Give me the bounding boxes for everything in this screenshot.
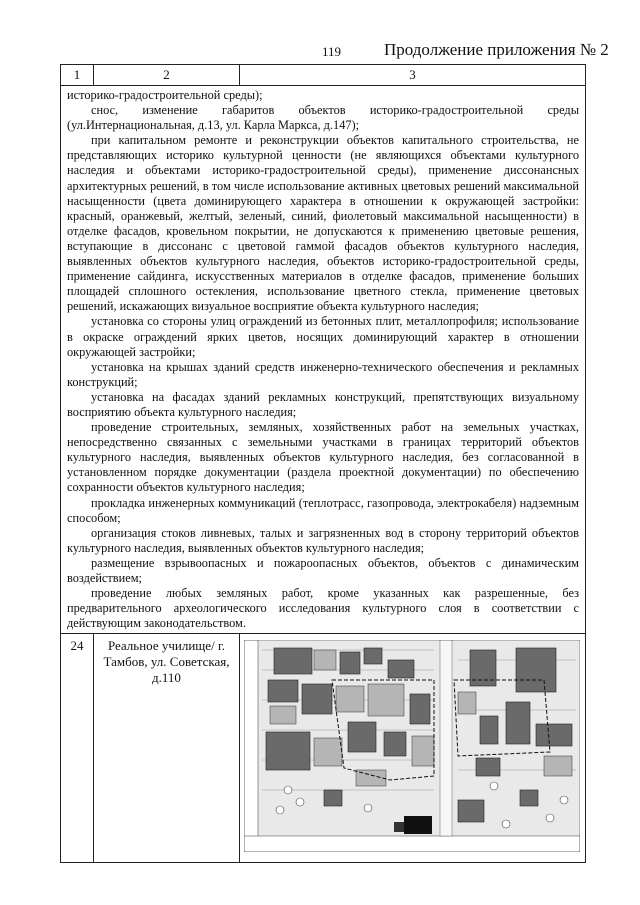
paragraph: при капитальном ремонте и реконструкции объектов капитального строительства, не представляющих историко культурной ценности (не являющихся объектами культурного наследия и объектами историко-градостроительной среды), применение диссонансных архитектурных решений, в том числе использование активных цветовых решений максимальной насыщенности (цвета доминирующего характера в отношении к окружающей застройки: красный, оранжевый, желтый, зеленый, синий, фиолетовый максимальной насыщенности) в отделке фасадов, кровельном покрытии, не допускаются к применению цветовые решения, вступающие в диссонанс с цветовой гаммой фасадов объектов культурного наследия, выявленных объектов культурного наследия, объектов историко-градостроительной среды, применение сайдинга, искусственных материалов в отделке фасадов, применение больших площадей сплошного остекления, использование цветного стекла, применение цветовых решений, искажающих визуальное восприятие объекта культурного наследия;: [67, 133, 579, 314]
column-header-2: 2: [94, 65, 240, 85]
paragraph: снос, изменение габаритов объектов историко-градостроительной среды (ул.Интернациональная, д.13, ул. Карла Маркса, д.147);: [67, 103, 579, 133]
site-plan-image: [244, 640, 580, 852]
column-header-3: 3: [409, 67, 416, 82]
restrictions-text: [61, 86, 585, 633]
appendix-title: Продолжение приложения № 2: [384, 40, 609, 59]
paragraph: прокладка инженерных коммуникаций (теплотрасс, газопровода, электрокабеля) надземным способом;: [67, 495, 579, 525]
site-plan-map: [240, 634, 585, 862]
paragraph: установка на крышах зданий средств инженерно-технического обеспечения и рекламных конструкций;: [67, 359, 579, 389]
table-header: [61, 65, 585, 86]
table-row: [61, 633, 585, 862]
paragraph: установка на фасадах зданий рекламных конструкций, препятствующих визуальному восприятию объекта культурного наследия;: [67, 389, 579, 419]
page-number: 119: [322, 44, 342, 59]
paragraph: установка со стороны улиц ограждений из бетонных плит, металлопрофиля; использование в окраске ограждений ярких цветов, носящих доминирующий характер в отношении окружающей застройки;: [67, 314, 579, 359]
paragraph: проведение строительных, земляных, хозяйственных работ на земельных участках, непосредственно связанных с земельными участками в границах территорий объектов культурного наследия, выявленных объектов культурного наследия, без согласованной в установленном порядке документации (раздела проектной документации) по обеспечению сохранности объектов культурного наследия;: [67, 420, 579, 495]
object-name: Реальное училище/ г. Тамбов, ул. Советская, д.110: [94, 634, 240, 862]
paragraph: проведение любых земляных работ, кроме указанных как разрешенные, без предварительного археологического исследования культурного слоя в соответствии с действующим законодательством.: [67, 586, 579, 631]
row-number: 24: [61, 634, 94, 862]
paragraph: размещение взрывоопасных и пожароопасных объектов, объектов с динамическим воздействием;: [67, 555, 579, 585]
paragraph: организация стоков ливневых, талых и загрязненных вод в сторону территорий объектов культурного наследия, выявленных объектов культурного наследия;: [67, 525, 579, 555]
paragraph: историко-градостроительной среды);: [67, 88, 263, 102]
regulations-table: [60, 64, 586, 863]
column-header-1: 1: [61, 65, 94, 85]
